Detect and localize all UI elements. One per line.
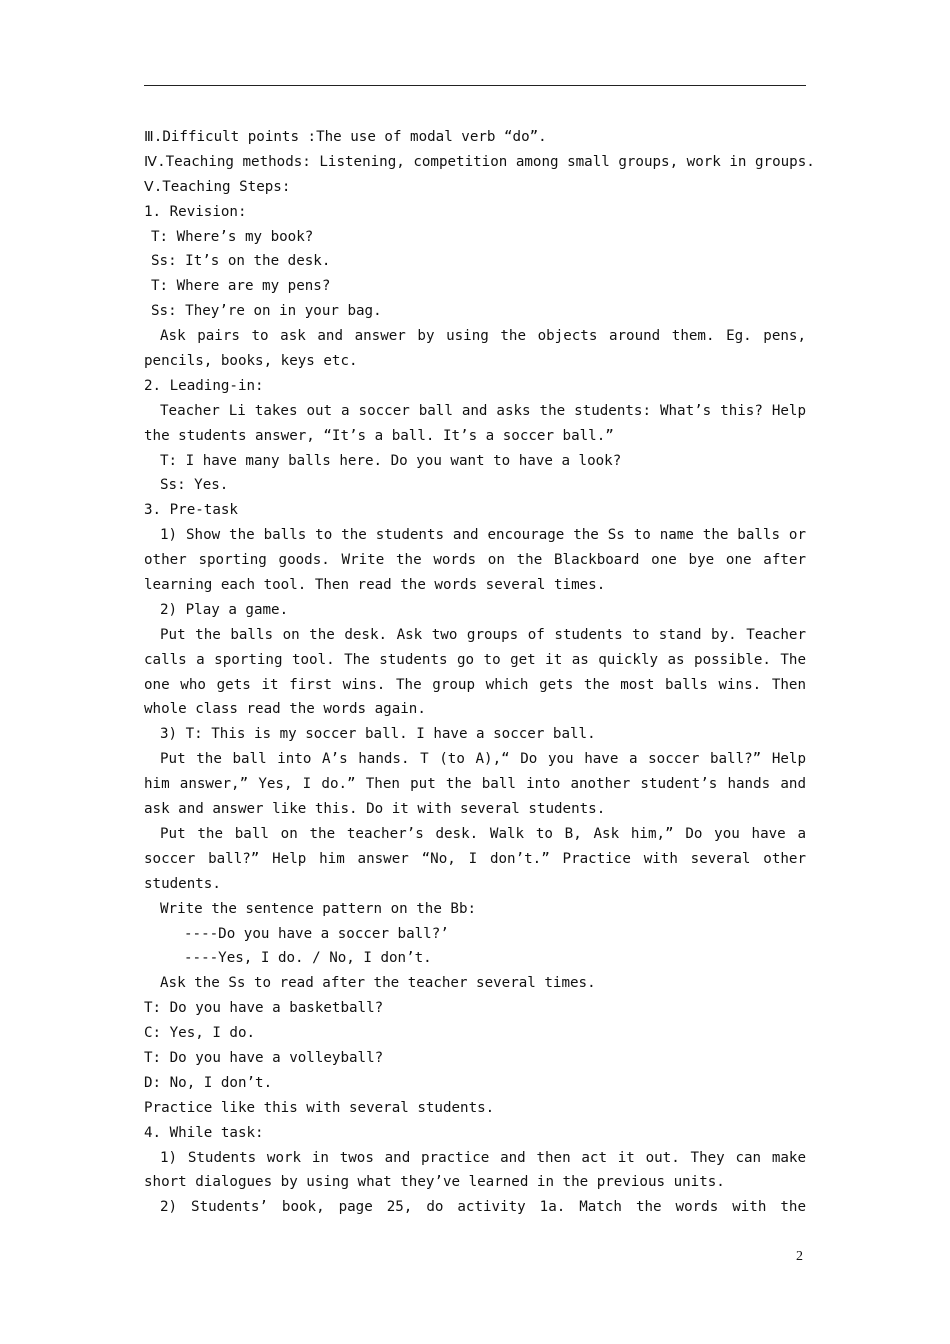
paragraph-line: him answer,” Yes, I do.” Then put the ball into another student’s hands and [144,776,806,793]
paragraph-line: pencils, books, keys etc. [144,353,358,370]
paragraph-line: students. [144,875,221,892]
paragraph-line: 1) Students work in twos and practice and then act it out. They can make [160,1149,806,1166]
dialogue-line: T: Where’s my book? [151,228,314,245]
paragraph-line: Teacher Li takes out a soccer ball and asks the students: What’s this? Help [160,402,806,419]
paragraph-line: Put the balls on the desk. Ask two groups of students to stand by. Teacher [160,626,806,643]
section-heading: 2. Leading-in: [144,377,264,394]
paragraph-line: soccer ball?” Help him answer “No, I don’t.” Practice with several other [144,850,806,867]
page-number: 2 [796,1249,803,1264]
text-line: Ⅴ.Teaching Steps: [144,178,291,195]
paragraph-line: Write the sentence pattern on the Bb: [160,900,477,917]
dialogue-line: T: Where are my pens? [151,278,331,295]
pattern-line: ----Do you have a soccer ball?’ [184,925,449,942]
section-heading: 4. While task: [144,1124,264,1141]
paragraph-line: whole class read the words again. [144,701,426,718]
pattern-line: ----Yes, I do. / No, I don’t. [184,950,432,967]
dialogue-line: C: Yes, I do. [144,1025,256,1042]
dialogue-line: D: No, I don’t. [144,1074,273,1091]
dialogue-line: T: Do you have a basketball? [144,1000,384,1017]
paragraph-line: 1) Show the balls to the students and encourage the Ss to name the balls or [160,527,806,544]
paragraph-line: Put the ball on the teacher’s desk. Walk to B, Ask him,” Do you have a [160,825,806,842]
dialogue-line: Ss: Yes. [160,477,229,494]
paragraph-line: 2) Students’ book, page 25, do activity 1a. Match the words with the [160,1199,806,1216]
header-rule [144,85,806,86]
section-heading: 1. Revision: [144,203,247,220]
dialogue-line: Ss: They’re on in your bag. [151,303,382,320]
dialogue-line: T: Do you have a volleyball? [144,1049,384,1066]
text-line: Ⅳ.Teaching methods: Listening, competition among small groups, work in groups. [144,153,815,170]
paragraph-line: other sporting goods. Write the words on the Blackboard one bye one after [144,552,806,569]
document-body [144,125,815,1220]
step-line: 3) T: This is my soccer ball. I have a soccer ball. [160,726,596,743]
paragraph-line: calls a sporting tool. The students go to get it as quickly as possible. The [144,651,806,668]
paragraph-line: short dialogues by using what they’ve learned in the previous units. [144,1174,725,1191]
paragraph-line: Practice like this with several students. [144,1099,495,1116]
paragraph-line: Ask pairs to ask and answer by using the objects around them. Eg. pens, [160,328,806,345]
section-heading: 3. Pre-task [144,502,238,519]
paragraph-line: Put the ball into A’s hands. T (to A),“ Do you have a soccer ball?” Help [160,751,806,768]
step-line: 2) Play a game. [160,601,289,618]
paragraph-line: ask and answer like this. Do it with several students. [144,801,606,818]
text-line: Ⅲ.Difficult points :The use of modal verb “do”. [144,129,547,145]
paragraph-line: learning each tool. Then read the words several times. [144,577,606,594]
dialogue-line: T: I have many balls here. Do you want to have a look? [160,452,622,469]
dialogue-line: Ss: It’s on the desk. [151,253,331,270]
paragraph-line: one who gets it first wins. The group which gets the most balls wins. Then [144,676,806,693]
paragraph-line: Ask the Ss to read after the teacher several times. [160,975,596,992]
paragraph-line: the students answer, “It’s a ball. It’s a soccer ball.” [144,427,614,444]
